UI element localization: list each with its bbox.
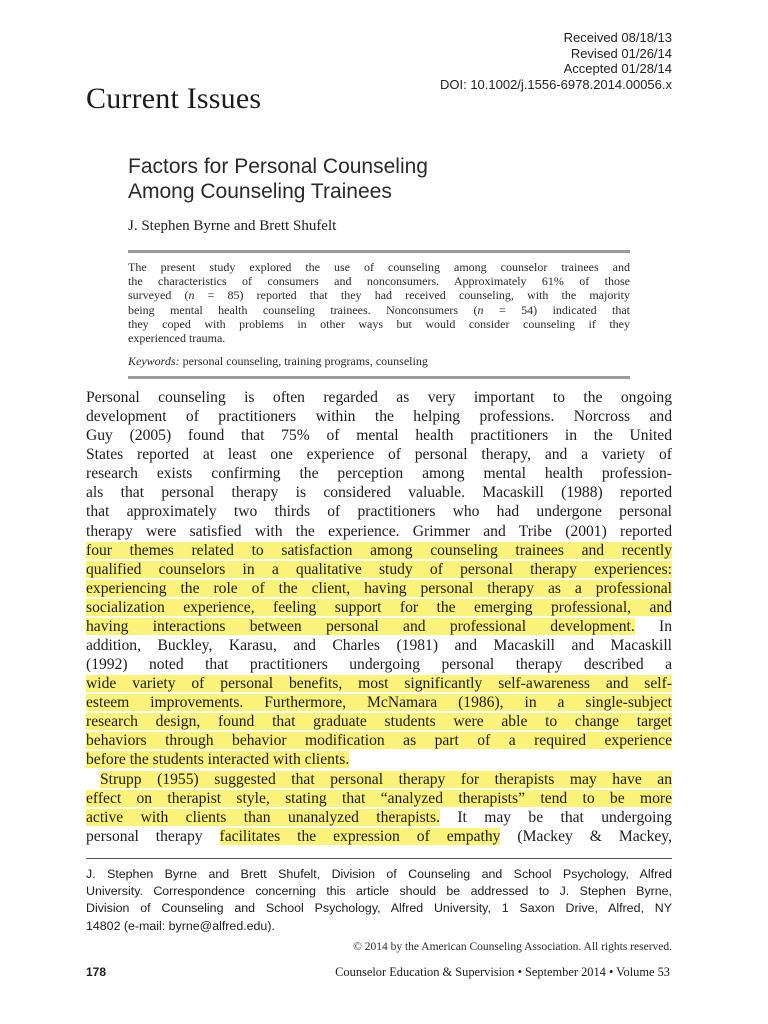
body-line <box>86 541 672 560</box>
highlighted-text: effect on therapist style, stating that “analyzed therapists” tend to be more <box>86 789 672 807</box>
body-line <box>86 483 672 502</box>
article-title-line: Among Counseling Trainees <box>128 180 392 203</box>
body-line <box>86 388 672 407</box>
highlighted-text: facilitates the expression of empathy <box>219 827 501 845</box>
abstract <box>128 260 630 345</box>
journal-citation: Counselor Education & Supervision • September 2014 • Volume 53 <box>335 965 670 979</box>
highlighted-text: before the students interacted with clients. <box>86 751 350 769</box>
highlighted-text: wide variety of personal benefits, most significantly self-awareness and self- <box>86 675 672 693</box>
body-line <box>86 636 672 655</box>
body-text <box>86 388 672 846</box>
body-line <box>86 464 672 483</box>
abstract-line: experienced trauma. <box>128 331 226 346</box>
abstract-line: the characteristics of consumers and nonconsumers. Approximately 61% of those <box>128 274 630 289</box>
body-text-segment: (Mackey & Mackey, <box>500 827 672 845</box>
body-line <box>86 674 672 693</box>
revised-date: Revised 01/26/14 <box>570 45 672 61</box>
highlighted-text: research design, found that graduate students were able to change target <box>86 713 672 731</box>
article-title-line: Factors for Personal Counseling <box>128 155 428 178</box>
body-line <box>86 693 672 712</box>
abstract-top-rule <box>128 250 630 253</box>
body-line <box>86 560 672 579</box>
keywords-text: personal counseling, training programs, counseling <box>179 354 428 368</box>
received-date: Received 08/18/13 <box>563 30 672 45</box>
body-text-segment: In <box>634 617 672 635</box>
keywords <box>128 354 428 369</box>
body-text-segment: als that personal therapy is considered valuable. Macaskill (1988) reported <box>86 484 672 502</box>
highlighted-text: experiencing the role of the client, having personal therapy as a professional <box>86 579 672 597</box>
body-line <box>86 407 672 426</box>
body-text-segment: Guy (2005) found that 75% of mental health practitioners in the United <box>86 427 672 445</box>
body-line <box>86 789 672 808</box>
body-line <box>86 579 672 598</box>
abstract-line: surveyed (n = 85) reported that they had received counseling, with the majority <box>128 288 631 303</box>
footnote-rule <box>86 858 672 859</box>
body-line <box>86 750 672 769</box>
body-line <box>86 827 672 846</box>
article-title <box>128 154 648 204</box>
abstract-line: The present study explored the use of counseling among counselor trainees and <box>128 260 630 274</box>
highlighted-text: esteem improvements. Furthermore, McNamara (1986), in a single-subject <box>86 694 672 712</box>
page-number: 178 <box>86 965 107 979</box>
body-line <box>86 426 672 445</box>
section-heading: Current Issues <box>86 82 262 115</box>
body-text-segment: therapy were satisfied with the experience. Grimmer and Tribe (2001) reported <box>86 522 672 540</box>
footnote-line: University. Correspondence concerning this article should be addressed to J. Stephen Byrne, <box>86 884 672 899</box>
body-line <box>86 655 672 674</box>
keywords-label: Keywords: <box>128 354 180 368</box>
body-line <box>86 502 672 521</box>
author-footnote <box>86 866 672 935</box>
body-line <box>86 617 672 636</box>
body-line <box>86 445 672 464</box>
footnote-line: 14802 (e-mail: byrne@alfred.edu). <box>86 918 275 933</box>
body-line <box>86 808 672 827</box>
footnote-line: Division of Counseling and School Psychology, Alfred University, 1 Saxon Drive, Alfred, NY <box>86 901 672 916</box>
abstract-line: being mental health counseling trainees. Nonconsumers (n = 54) indicated that <box>128 302 631 317</box>
body-line <box>86 712 672 731</box>
footnote-line: J. Stephen Byrne and Brett Shufelt, Division of Counseling and School Psychology, Alfred <box>86 867 672 881</box>
highlighted-text: Strupp (1955) suggested that personal therapy for therapists may have an <box>100 770 672 788</box>
body-text-segment: (1992) noted that practitioners undergoing personal therapy described a <box>86 656 672 674</box>
doi: DOI: 10.1002/j.1556-6978.2014.00056.x <box>439 76 672 92</box>
received-dates-block <box>440 30 672 92</box>
highlighted-text: qualified counselors in a qualitative study of personal therapy experiences: <box>86 560 672 578</box>
highlighted-text: active with clients than unanalyzed therapists. <box>86 808 440 826</box>
body-text-segment: States reported at least one experience of personal therapy, and a variety of <box>86 446 672 464</box>
highlighted-text: behaviors through behavior modification as part of a required experience <box>86 732 672 750</box>
abstract-bottom-rule <box>128 376 630 379</box>
copyright-notice: © 2014 by the American Counseling Association. All rights reserved. <box>353 941 672 953</box>
body-line <box>86 731 672 750</box>
body-line <box>86 770 672 789</box>
body-text-segment: development of practitioners within the helping professions. Norcross and <box>86 408 672 426</box>
body-text-segment: addition, Buckley, Karasu, and Charles (1981) and Macaskill and Macaskill <box>86 637 672 655</box>
body-text-segment: Personal counseling is often regarded as very important to the ongoing <box>86 389 672 406</box>
highlighted-text: socialization experience, feeling support for the emerging professional, and <box>86 598 672 616</box>
body-text-segment: It may be that undergoing <box>439 808 672 826</box>
article-authors: J. Stephen Byrne and Brett Shufelt <box>128 218 337 234</box>
body-line <box>86 598 672 617</box>
body-text-segment: personal therapy <box>86 827 220 845</box>
body-text-segment: that approximately two thirds of practitioners who had undergone personal <box>86 503 672 521</box>
highlighted-text: having interactions between personal and professional development. <box>86 617 635 635</box>
body-line <box>86 522 672 541</box>
highlighted-text: four themes related to satisfaction among counseling trainees and recently <box>86 541 672 559</box>
body-text-segment: research exists confirming the perception among mental health profession- <box>86 465 672 483</box>
accepted-date: Accepted 01/28/14 <box>563 61 672 76</box>
abstract-line: they coped with problems in other ways but would consider counseling if they <box>128 316 630 331</box>
